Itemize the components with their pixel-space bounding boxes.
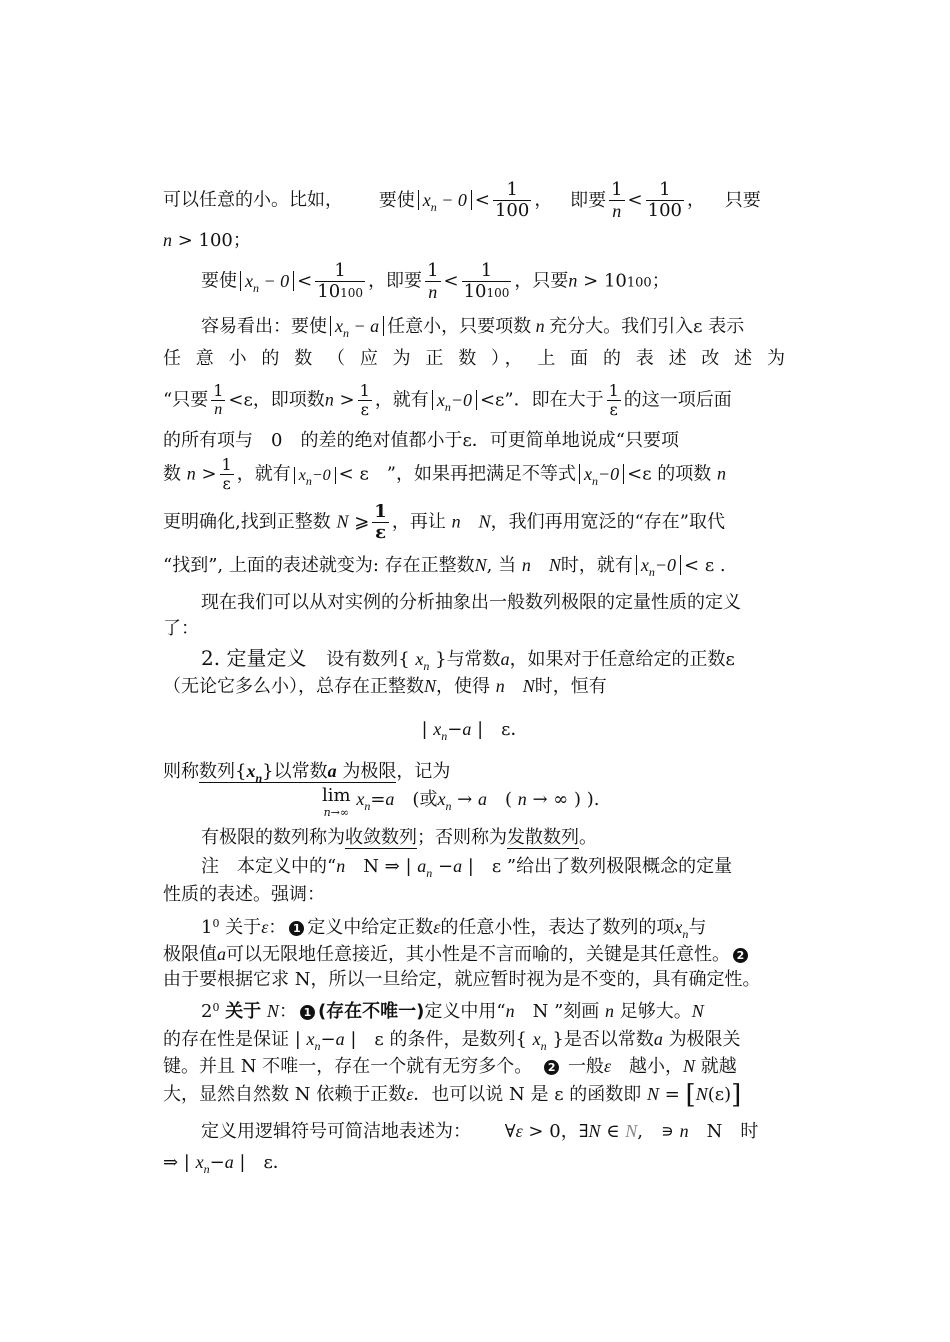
definition-formula: | $x_n-a$ | ε．	[421, 719, 529, 743]
text-line-29: ⇒ | $x_n-a$ | ε．	[163, 1152, 291, 1176]
text-line-4: 容易看出：要使 $x_n - a$ 任意小，只要项数 n 充分大。我们引入ε 表示	[201, 316, 745, 340]
text-line-3: 要使 $x_n - 0$ < $\frac{1}{10100}$ ，即要 $\frac{1}{n}$ < $\frac{1}{10100}$ ，只要n > 10100；	[201, 260, 670, 302]
text-line-7: 的所有项与 0 的差的绝对值都小于ε．可更简单地说成“只要项	[163, 430, 679, 451]
text-line-26: 键。并且 N 不唯一，存在一个就有无穷多个。 2 一般ε 越小，N 就越	[163, 1056, 737, 1077]
text-line-16: 则称数列$\{x_n\}$以常数a 为极限，记为	[163, 761, 451, 785]
text-line-25: 的存在性是保证 | $x_n-a$ | ε 的条件，是数列{ $x_n$ }是否以常数a 为极限关	[163, 1029, 741, 1053]
text-line-10: “找到”, 上面的表述就变为: 存在正整数N, 当 n N时，就有 $x_n-0 < \varepsilon$ .	[163, 555, 726, 579]
text-line-8: 数 n > $\frac{1}{\varepsilon}$ ，就有 $x_n-0 < \varepsilon$ ”，如果再把满足不等式 $x_n-0 <\varepsilon$ 的项数 n	[163, 455, 727, 493]
text-line-20: 性质的表述。强调：	[163, 884, 325, 905]
limit-formula: lim n→∞ $x_n=a$ (或$x_n \to a$ ( n → ∞ ) ).	[322, 785, 600, 819]
circled-number-1: 1	[300, 1005, 315, 1020]
text-line-24: $2^0$ 关于 N： 1 (存在不唯一)定义中用“n N ”刻画 n 足够大。N	[201, 1001, 704, 1022]
divergent-term: 发散数列	[507, 827, 579, 848]
text-line-12: 了：	[163, 618, 199, 639]
circled-number-2: 2	[733, 948, 748, 963]
text-line-18: 有极限的数列称为收敛数列；否则称为发散数列。	[201, 827, 597, 848]
text-line-1: 可以任意的小。比如， 要使 $x_n - 0$ < $\frac{1}{100}$ ， 即要 $\frac{1}{n}$ < $\frac{1}{100}$ ， 只要	[163, 179, 761, 221]
text-line-9: 更明确化,找到正整数 N ⩾ $\frac{1}{\varepsilon}$ ，再让 n N，我们再用宽泛的“存在”取代	[163, 501, 725, 543]
text-line-6: “只要 $\frac{1}{n}$ <ε，即项数n > $\frac{1}{\varepsilon}$ ，就有 $x_n-0 <\varepsilon$”．即在大于 $\frac{1}{\varepsilon}$ 的这一项后面	[163, 381, 732, 419]
text-line-28: 定义用逻辑符号可简洁地表述为： ∀ε > 0，∃N ∈ N, ∍ n N 时	[201, 1121, 759, 1142]
definition-heading-line: 2. 定量定义 设有数列{ $x_n$ }与常数a，如果对于任意给定的正数ε	[201, 646, 735, 673]
text-line-19: 注 本定义中的“n N ⇒ | $a_n -a$ | ε ”给出了数列极限概念的定量	[201, 856, 733, 880]
text-line-2: n > 100；	[163, 230, 251, 251]
fraction: $\frac{1}{100}$	[494, 179, 530, 221]
circled-number-1: 1	[289, 921, 304, 936]
text-line-22: 极限值a可以无限地任意接近，其小性是不言而喻的，关键是其任意性。 2	[163, 941, 785, 968]
abs-expr: $x_n - 0$	[418, 190, 472, 210]
text-line-21: $1^0$ 关于ε： 1 定义中给定正数ε的任意小性，表达了数列的项$x_n$与	[201, 917, 707, 941]
text-line-23: 由于要根据它求 N，所以一旦给定，就应暂时视为是不变的，具有确定性。	[163, 969, 761, 990]
text-line-5: 任 意 小 的 数 （ 应 为 正 数 ）， 上 面 的 表 述 改 述 为	[163, 348, 785, 369]
convergent-term: 收敛数列	[345, 827, 417, 848]
text-line-11: 现在我们可以从对实例的分析抽象出一般数列极限的定量性质的定义	[201, 592, 741, 613]
text-line-14: （无论它多么小），总存在正整数N，使得 n N时，恒有	[163, 676, 607, 697]
circled-number-2: 2	[544, 1060, 559, 1075]
definition-title: 2. 定量定义	[201, 646, 307, 670]
text-line-27: 大，显然自然数 N 依赖于正数ε．也可以说 N 是 ε 的函数即 N = [N(ε)]	[163, 1080, 742, 1110]
